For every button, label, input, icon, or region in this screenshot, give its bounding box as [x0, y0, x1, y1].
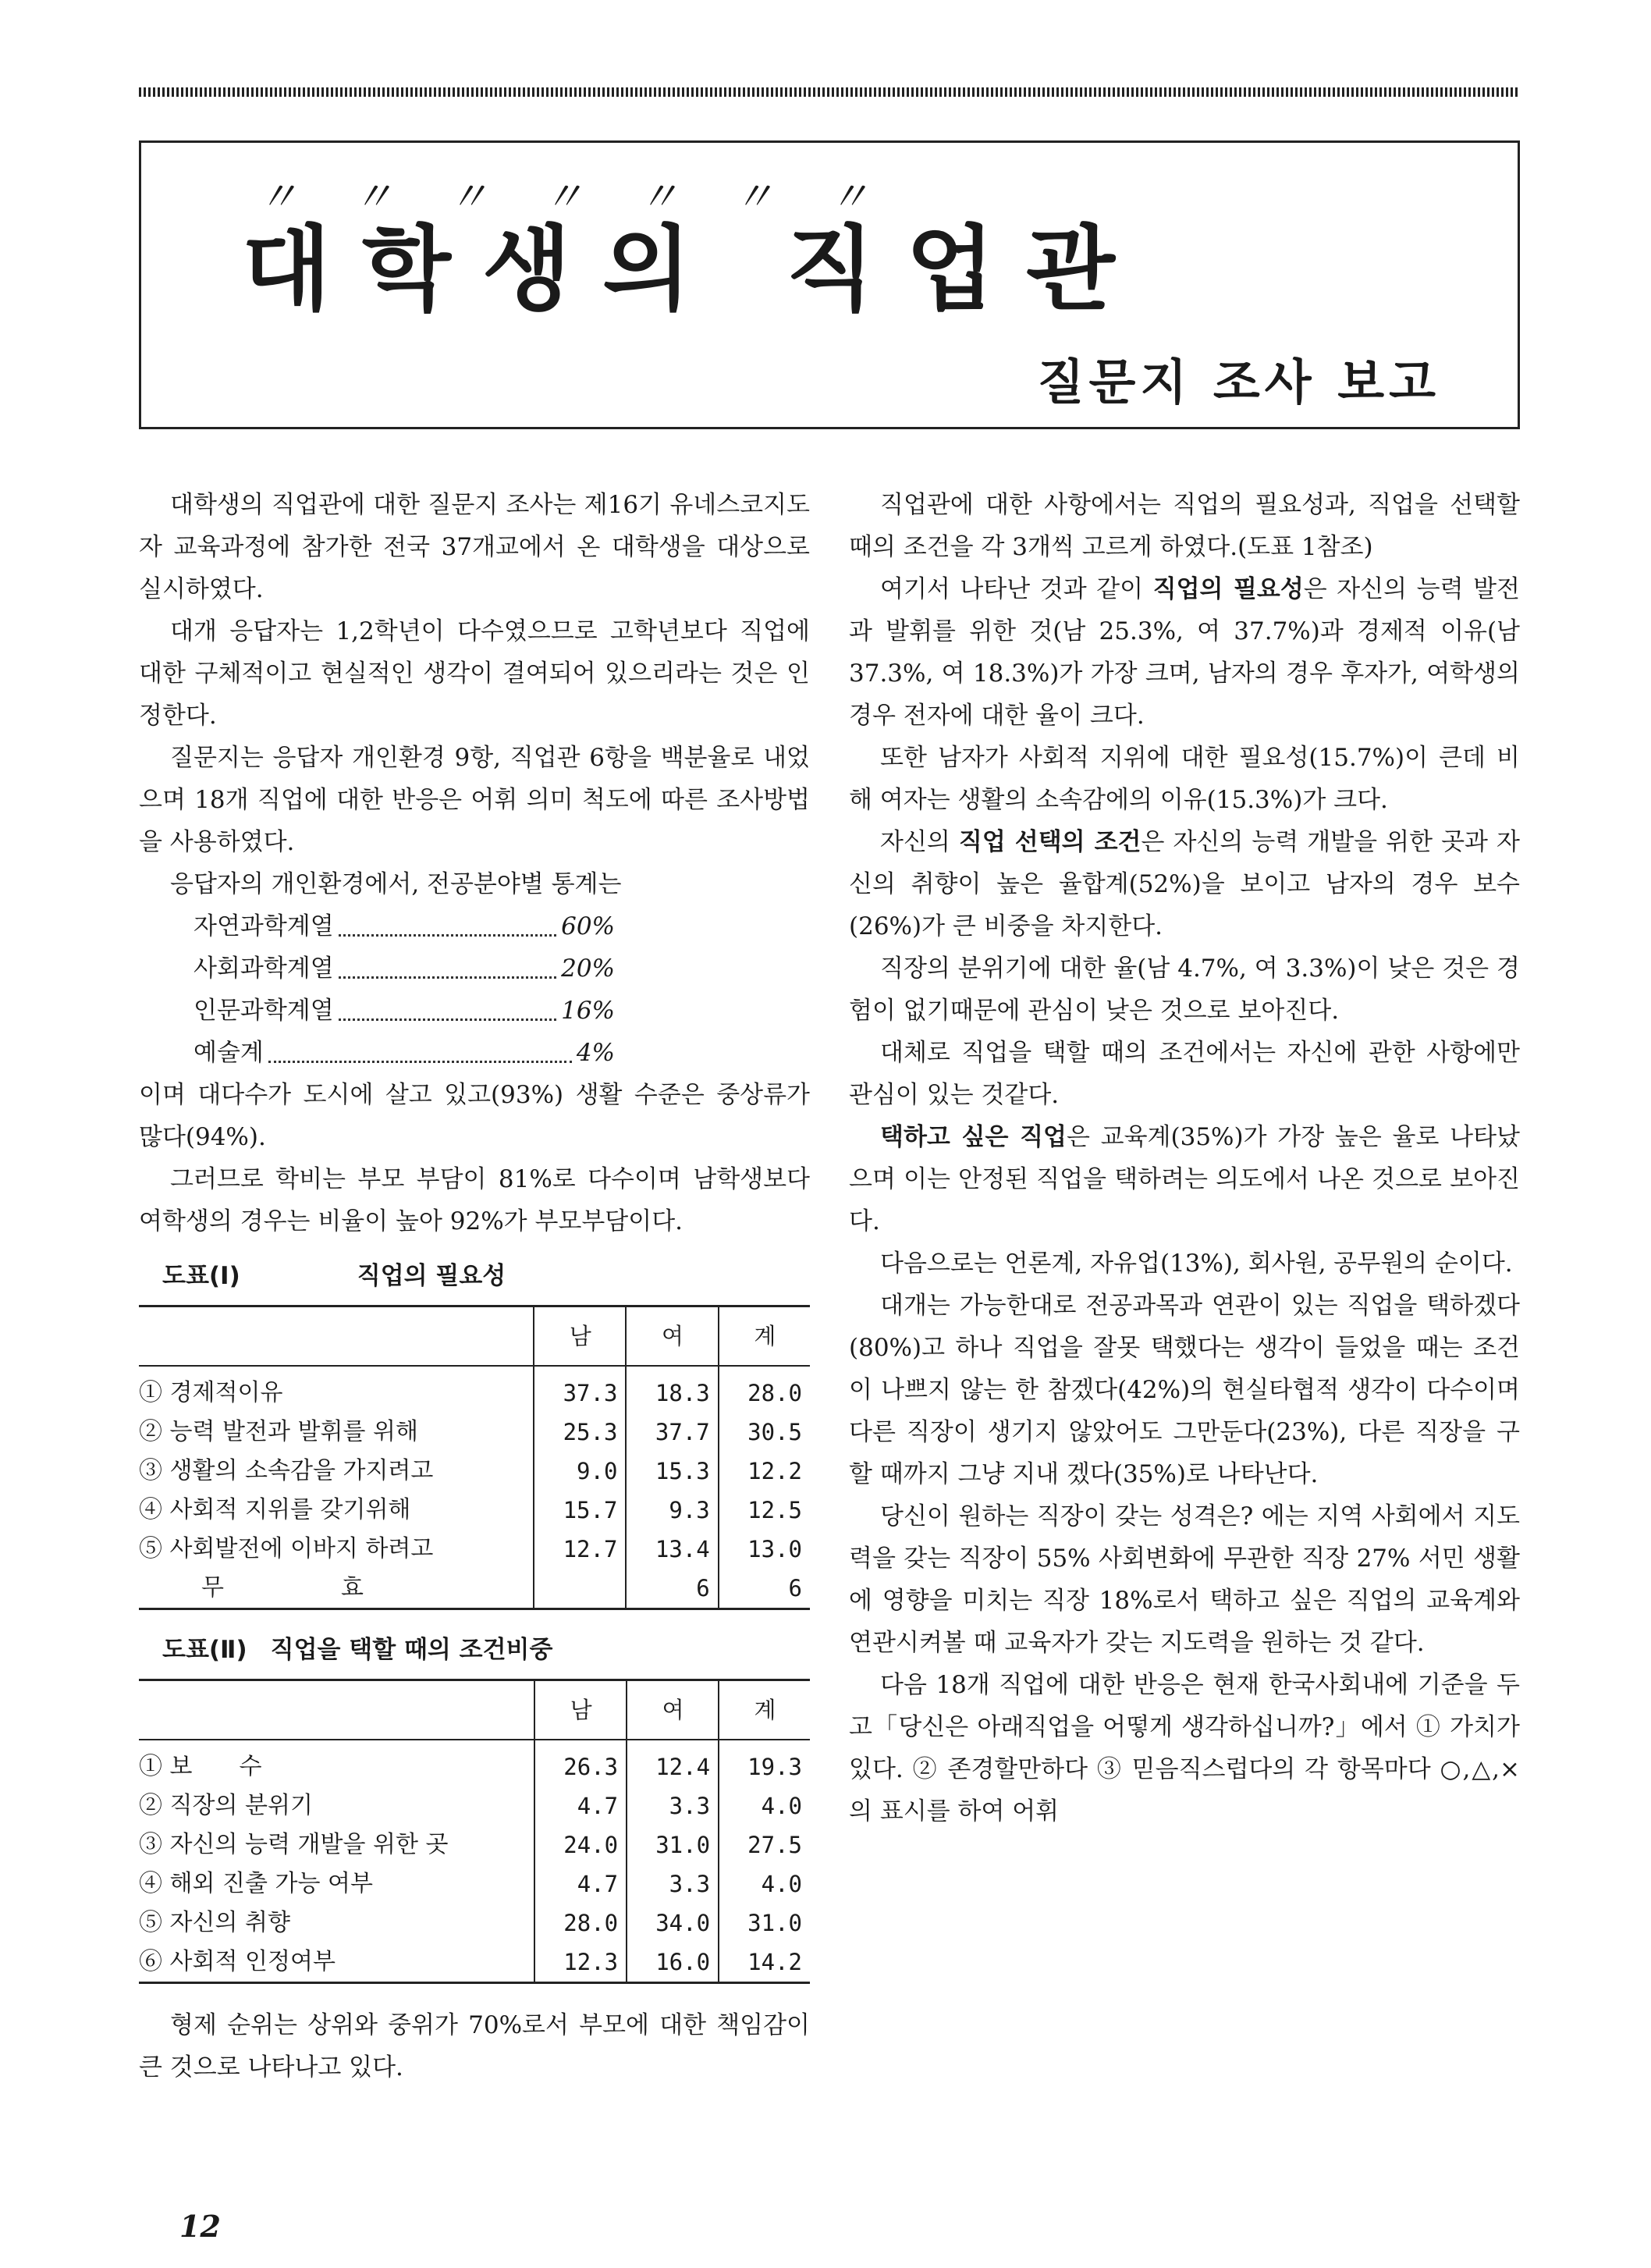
right-column [849, 484, 1520, 1833]
page-title: 대학생의 직업관 [242, 215, 1146, 323]
paragraph: 형제 순위는 상위와 중위가 70%로서 부모에 대한 책임감이 큰 것으로 나타나고 있다. [139, 2011, 810, 2081]
paragraph: 자신의 직업 선택의 조건은 자신의 능력 개발을 위한 곳과 자신의 취향이 높은 율합계(52%)을 보이고 남자의 경우 보수(26%)가 큰 비중을 차지한다. [849, 828, 1520, 940]
paragraph: 직업관에 대한 사항에서는 직업의 필요성과, 직업을 선택할 때의 조건을 각 3개씩 고르게 하였다.(도표 1참조) [849, 491, 1520, 561]
list-item: 자연과학계열 60% [194, 905, 615, 947]
table-row: ① 보 수 26.3 12.4 19.3 [139, 1740, 810, 1786]
paragraph: 다음 18개 직업에 대한 반응은 현재 한국사회내에 기준을 두고「당신은 아래직업을 어떻게 생각하십니까?」에서 ① 가치가 있다. ② 존경할만하다 ③ 믿음직스럽다의 각 항목마다 ○,△,×의 표시를 하여 어휘 [849, 1671, 1520, 1825]
table-row: ④ 해외 진출 가능 여부 4.7 3.3 4.0 [139, 1865, 810, 1904]
title-emphasis-marks: 〃〃〃〃〃〃〃 [257, 174, 925, 221]
highlight: 직업 선택의 조건 [958, 828, 1141, 856]
paragraph: 대개는 가능한대로 전공과목과 연관이 있는 직업을 택하겠다(80%)고 하나 직업을 잘못 택했다는 생각이 들었을 때는 조건이 나쁘지 않는 한 참겠다(42%)의 현실타협적 생각이 다수이며 다른 직장이 생기지 않았어도 그만둔다(23%), 다른 직장을 구할 때까지 그냥 지내 겠다(35%)로 나타난다. [849, 1292, 1520, 1488]
table-row: ② 직장의 분위기 4.7 3.3 4.0 [139, 1786, 810, 1825]
table-row: ③ 자신의 능력 개발을 위한 곳 24.0 31.0 27.5 [139, 1825, 810, 1865]
table-row: ③ 생활의 소속감을 가지려고 9.0 15.3 12.2 [139, 1452, 810, 1491]
paragraph: 다음으로는 언론계, 자유업(13%), 회사원, 공무원의 순이다. [880, 1250, 1513, 1278]
list-item: 인문과학계열 16% [194, 990, 615, 1032]
page-number: 12 [179, 2209, 221, 2244]
highlight: 직업의 필요성 [1152, 575, 1304, 603]
left-column [139, 484, 810, 2088]
paragraph: 또한 남자가 사회적 지위에 대한 필요성(15.7%)이 큰데 비해 여자는 생활의 소속감에의 이유(15.3%)가 크다. [849, 744, 1520, 814]
list-item: 사회과학계열 20% [194, 947, 615, 990]
table-row: ② 능력 발전과 발휘를 위해 25.3 37.7 30.5 [139, 1413, 810, 1452]
table2-caption: 도표(Ⅱ) 직업을 택할 때의 조건비중 [162, 1636, 553, 1664]
paragraph: 응답자의 개인환경에서, 전공분야별 통계는 [170, 870, 622, 898]
table-row: ④ 사회적 지위를 갖기위해 15.7 9.3 12.5 [139, 1491, 810, 1530]
table-row: ① 경제적이유 37.3 18.3 28.0 [139, 1366, 810, 1413]
paragraph: 대개 응답자는 1,2학년이 다수였으므로 고학년보다 직업에 대한 구체적이고 현실적인 생각이 결여되어 있으리라는 것은 인정한다. [139, 617, 810, 730]
table-row: 무 효 6 6 [139, 1569, 810, 1609]
major-stats-list [194, 905, 810, 1074]
paragraph: 대학생의 직업관에 대한 질문지 조사는 제16기 유네스코지도자 교육과정에 참가한 전국 37개교에서 온 대학생을 대상으로 실시하였다. [139, 491, 810, 603]
paragraph: 당신이 원하는 직장이 갖는 성격은? 에는 지역 사회에서 지도력을 갖는 직장이 55% 사회변화에 무관한 직장 27% 서민 생활에 영향을 미치는 직장 18%로서 택하고 싶은 직업의 교육계와 연관시켜볼 때 교육자가 갖는 지도력을 원하는 것 같다. [849, 1502, 1520, 1657]
paragraph: 여기서 나타난 것과 같이 직업의 필요성은 자신의 능력 발전과 발휘를 위한 것(남 25.3%, 여 37.7%)과 경제적 이유(남 37.3%, 여 18.3%)가 가장 크며, 남자의 경우 후자가, 여학생의 경우 전자에 대한 율이 크다. [849, 575, 1520, 730]
paragraph: 이며 대다수가 도시에 살고 있고(93%) 생활 수준은 중상류가 많다(94%). [139, 1081, 810, 1151]
highlight: 택하고 싶은 직업 [880, 1123, 1067, 1151]
table-row: ⑤ 자신의 취향 28.0 34.0 31.0 [139, 1904, 810, 1943]
paragraph: 택하고 싶은 직업은 교육계(35%)가 가장 높은 율로 나타났으며 이는 안정된 직업을 택하려는 의도에서 나온 것으로 보아진다. [849, 1123, 1520, 1235]
paragraph: 그러므로 학비는 부모 부담이 81%로 다수이며 남학생보다 여학생의 경우는 비율이 높아 92%가 부모부담이다. [139, 1165, 810, 1235]
table1: 남 여 계 ① 경제적이유 37.3 18.3 28.0 ② 능력 발전과 발휘를 위해 25.3 37.7 30.5 ③ 생활의 소속감을 가지려고 9.0 15.3 12.2 ④ 사회적 지위를 갖기위해 15.7 9.3 12.5 ⑤ 사회발전에 이바지 하려고 12.7 13.4 13.0 무 효 6 6 [139, 1305, 810, 1610]
table1-caption: 도표(Ⅰ) 직업의 필요성 [162, 1262, 506, 1290]
paragraph: 질문지는 응답자 개인환경 9항, 직업관 6항을 백분율로 내었으며 18개 직업에 대한 반응은 어휘 의미 척도에 따른 조사방법을 사용하였다. [139, 744, 810, 856]
paragraph: 대체로 직업을 택할 때의 조건에서는 자신에 관한 사항에만 관심이 있는 것같다. [849, 1039, 1520, 1109]
page-subtitle: 질문지 조사 보고 [1037, 354, 1440, 411]
top-decorative-rule [139, 87, 1520, 97]
table-row: ⑥ 사회적 인정여부 12.3 16.0 14.2 [139, 1943, 810, 1983]
table2: 남 여 계 ① 보 수 26.3 12.4 19.3 ② 직장의 분위기 4.7 3.3 4.0 ③ 자신의 능력 개발을 위한 곳 24.0 31.0 27.5 ④ 해외 진출 가능 여부 4.7 3.3 4.0 ⑤ 자신의 취향 28.0 34.0 31.0 ⑥ 사회적 인정여부 12.3 16.0 14.2 [139, 1679, 810, 1984]
paragraph: 직장의 분위기에 대한 율(남 4.7%, 여 3.3%)이 낮은 것은 경험이 없기때문에 관심이 낮은 것으로 보아진다. [849, 954, 1520, 1025]
list-item: 예술계 4% [194, 1032, 615, 1074]
table-row: ⑤ 사회발전에 이바지 하려고 12.7 13.4 13.0 [139, 1530, 810, 1569]
